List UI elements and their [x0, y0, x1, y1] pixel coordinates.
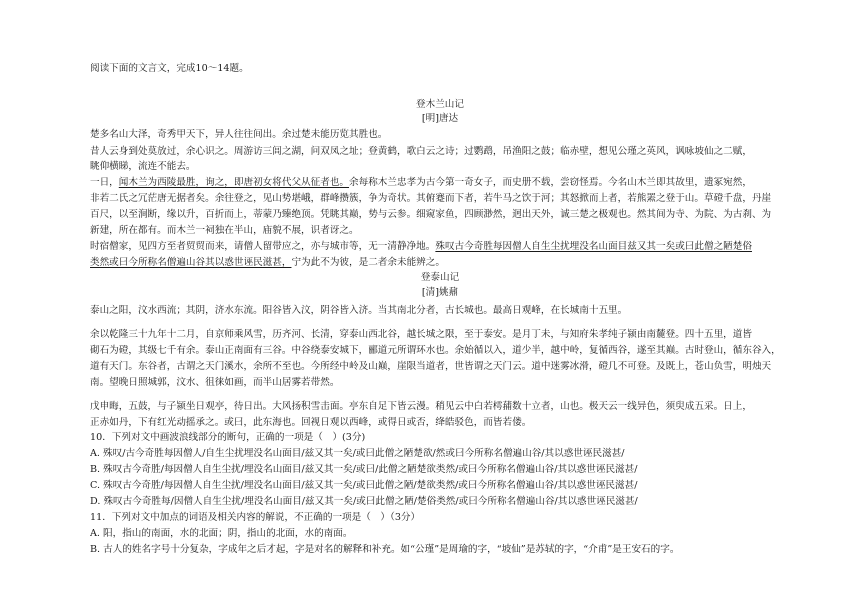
essay2-paragraph: 正赤如丹，下有红光动摇承之。或曰，此东海也。回视日观以西峰，或得日或否，绛皓驳色，而皆若偻。 [90, 417, 532, 428]
question-10-option-a: A. 殊叹/古今奇胜每因僧人/自生尘扰埋没名山面目/兹又其一矣/或曰此僧之陋楚欲/然或曰今所称名僧遍山谷/其以惑世诬民滋甚/ [90, 448, 625, 459]
essay2-paragraph: 戊申晦，五鼓，与子颍坐日观亭，待日出。大风扬积雪击面。亭东自足下皆云漫。稍见云中白若樗蒱数十立者，山也。极天云一线异色，须臾成五采。日上， [90, 401, 752, 412]
text-segment: 余每称木兰忠孝为古今第一奇女子，而史册不载，尝窃怪焉。今名山木兰即其故里，遗冢宛然， [349, 177, 752, 188]
essay1-paragraph [90, 175, 790, 191]
question-10-stem: 10．下列对文中画波浪线部分的断句，正确的一项是（ ）(3分) [90, 432, 366, 443]
essay2-paragraph: 砌石为磴，其级七千有余。泰山正南面有三谷。中谷绕泰安城下，郦道元所谓环水也。余始循以入，道少半，越中岭，复循西谷，遂至其巅。古时登山，循东谷入， [90, 345, 781, 356]
text-segment: 一日， [90, 177, 119, 188]
text-segment: 宁为此不为彼，是二者余未能辨之。 [291, 257, 445, 268]
essay1-paragraph: 昔人云身到处莫放过，余心识之。周游访三闾之湖，问双凤之址；登黄鹤，歌白云之诗；过鹦鹉，吊渔阳之鼓；临赤壁，想见公瑾之英风，讽咏坡仙之二赋， [90, 146, 752, 157]
essay2-author: [清]姚鼐 [421, 287, 459, 298]
essay2-paragraph: 余以乾隆三十九年十二月，自京师乘风雪，历齐河、长清，穿泰山西北谷，越长城之限，至于泰安。是月丁未，与知府朱孝纯子颍由南麓登。四十五里，道皆 [90, 329, 752, 340]
essay1-paragraph: 眺仰横睇，流连不能去。 [90, 161, 196, 172]
essay1-paragraph [90, 255, 790, 271]
essay1-author: [明]唐达 [421, 113, 459, 124]
instructions: 阅读下面的文言文，完成10～14题。 [90, 63, 249, 74]
question-10-option-c: C. 殊叹古今奇胜/每因僧人自生尘扰/埋没名山面目/兹又其一矣/或曰此僧之陋/楚欲类然/或曰今所称名僧遍山谷/其以惑世诬民滋甚/ [90, 480, 638, 491]
wavy-underlined-passage: 殊叹古今奇胜每因僧人自生尘扰埋没名山面目兹又其一矣或曰此僧之陋楚俗 [435, 241, 752, 252]
wavy-underlined-passage: 类然或曰今所称名僧遍山谷其以惑世诬民滋甚， [90, 257, 292, 268]
question-10-option-d: D. 殊叹古今奇胜每/因僧人自生尘扰/埋没名山面目/兹又其一矣/或曰此僧之陋/楚俗类然/或曰今所称名僧遍山谷/其以惑世诬民滋甚/ [90, 496, 638, 507]
essay2-paragraph: 泰山之阳，汶水西流；其阴，济水东流。阳谷皆入汶，阴谷皆入济。当其南北分者，古长城也。最高日观峰，在长城南十五里。 [90, 305, 628, 316]
essay1-paragraph: 非若二氏之冗茫唐无据者矣。余往登之，见山势堪峨，群峰攒簇，争为奇状。其俯蹇而下者，若牛马之饮于河；其怒掀而上者，若熊罴之登于山。草磴千盘，丹崖 [90, 193, 772, 204]
essay1-paragraph: 百尺，以至涧断，缘以升，百折而上，蒂蒙乃臻绝顶。凭眺其巅，势与云参。细窥家鱼，四顾渺然，迥出天外，诚三楚之极观也。然其间为寺、为院、为古刹、为 [90, 209, 772, 220]
essay1-title: 登木兰山记 [416, 99, 464, 110]
essay2-paragraph: 南。望晚日照城郭，汶水、徂徕如画，而半山居雾若带然。 [90, 377, 340, 388]
essay1-paragraph: 楚多名山大泽，奇秀甲天下，异人往往间出。余过楚未能历览其胜也。 [90, 129, 388, 140]
question-11-stem: 11．下列对文中加点的词语及相关内容的解说，不正确的一项是（ ）（3分） [90, 512, 421, 523]
essay1-paragraph [90, 239, 790, 255]
question-11-option-b: B. 古人的姓名字号十分复杂，字成年之后才起，字是对名的解释和补充。如“公瑾”是周瑜的字，“坡仙”是苏轼的字，“介甫”是王安石的字。 [90, 544, 680, 555]
question-11-option-a: A. 阳，指山的南面，水的北面；阴，指山的北面，水的南面。 [90, 528, 353, 539]
essay2-paragraph: 道有天门。东谷者，古谓之天门溪水，余所不至也。今所经中岭及山巅，崖限当道者，世皆谓之天门云。道中迷雾冰滑，磴几不可登。及既上，苍山负雪，明烛天 [90, 361, 772, 372]
question-10-option-b: B. 殊叹古今奇胜/每因僧人自生尘扰/埋没名山面目/兹又其一矣/或曰/此僧之陋楚欲类然/或曰今所称名僧遍山谷/其以惑世诬民滋甚/ [90, 464, 638, 475]
essay1-paragraph: 新建，所在都有。而木兰一祠独在半山，庙貌不展，识者讶之。 [90, 225, 359, 236]
essay2-title: 登泰山记 [420, 272, 460, 283]
text-segment: 时宿僧家，见四方至者贸贸而来，请僧人留带应之，亦与城市等，无一清静净地。 [90, 241, 436, 252]
underlined-sentence: 闻木兰为西陵最胜，询之，即唐初女将代父从征者也。 [118, 177, 350, 188]
